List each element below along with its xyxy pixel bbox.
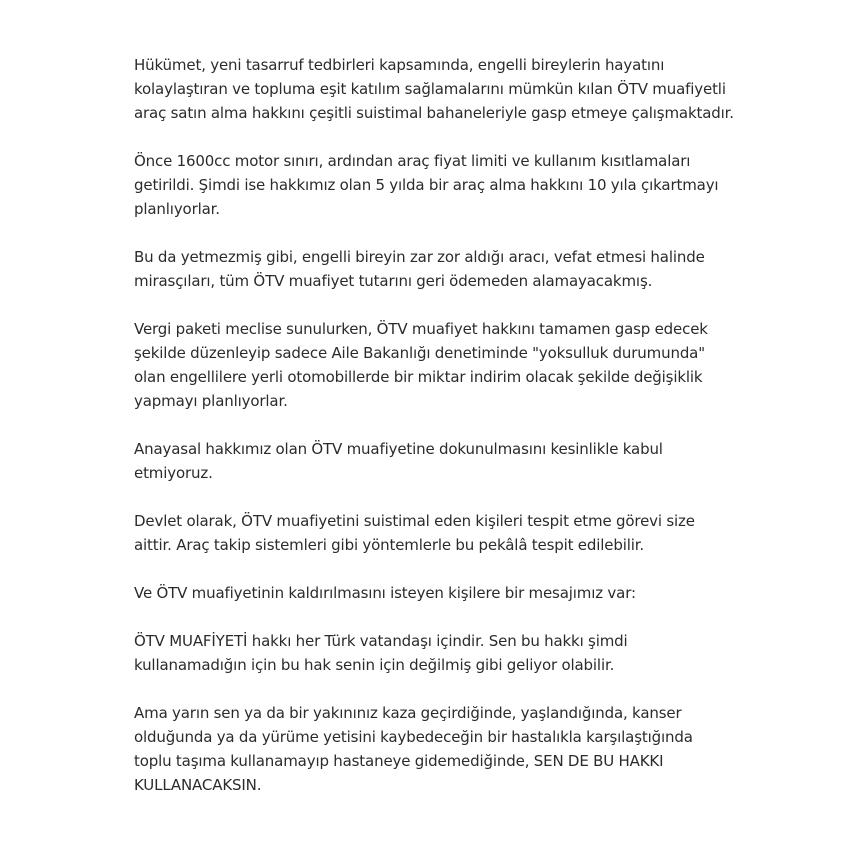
paragraph-8: ÖTV MUAFİYETİ hakkı her Türk vatandaşı içindir. Sen bu hakkı şimdi kullanamadığın için bu hak senin için değilmiş gibi geliyor olabilir. bbox=[134, 632, 628, 674]
paragraph-7: Ve ÖTV muafiyetinin kaldırılmasını isteyen kişilere bir mesajımız var: bbox=[134, 584, 636, 602]
paragraph-9: Ama yarın sen ya da bir yakınınız kaza geçirdiğinde, yaşlandığında, kanser olduğunda ya da yürüme yetisini kaybedeceğin bir hastalıkla karşılaştığında toplu taşıma kullanamayıp hastaneye gidemediğinde, SEN DE BU HAKKI KULLANACAKSIN. bbox=[134, 704, 693, 794]
paragraph-6: Devlet olarak, ÖTV muafiyetini suistimal eden kişileri tespit etme görevi size aittir. Araç takip sistemleri gibi yöntemlerle bu pekâlâ tespit edilebilir. bbox=[134, 512, 695, 554]
paragraph-5: Anayasal hakkımız olan ÖTV muafiyetine dokunulmasını kesinlikle kabul etmiyoruz. bbox=[134, 440, 663, 482]
paragraph-1: Hükümet, yeni tasarruf tedbirleri kapsamında, engelli bireylerin hayatını kolaylaştıran ve topluma eşit katılım sağlamalarını mümkün kılan ÖTV muafiyetli araç satın alma hakkını çeşitli suistimal bahaneleriyle gasp etmeye çalışmaktadır. bbox=[134, 56, 734, 122]
paragraph-4: Vergi paketi meclise sunulurken, ÖTV muafiyet hakkını tamamen gasp edecek şekilde düzenleyip sadece Aile Bakanlığı denetiminde "yoksulluk durumunda" olan engellilere yerli otomobillerde bir miktar indirim olacak şekilde değişiklik yapmayı planlıyorlar. bbox=[134, 320, 708, 410]
paragraph-3: Bu da yetmezmiş gibi, engelli bireyin zar zor aldığı aracı, vefat etmesi halinde mirasçıları, tüm ÖTV muafiyet tutarını geri ödemeden alamayacakmış. bbox=[134, 248, 705, 290]
article-body bbox=[134, 53, 734, 821]
paragraph-2: Önce 1600cc motor sınırı, ardından araç fiyat limiti ve kullanım kısıtlamaları getirildi. Şimdi ise hakkımız olan 5 yılda bir araç alma hakkını 10 yıla çıkartmayı planlıyorlar. bbox=[134, 152, 719, 218]
